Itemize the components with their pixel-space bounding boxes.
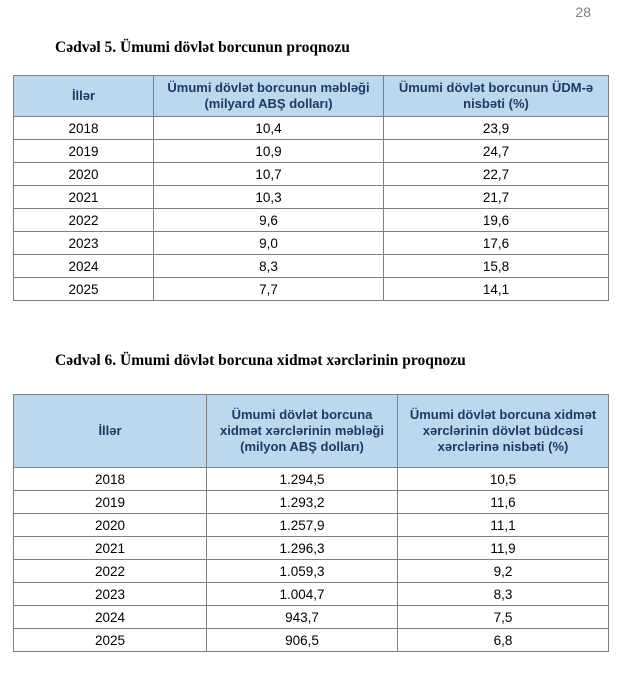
table-cell: 10,4 <box>154 117 384 140</box>
table5-header-debt-amount: Ümumi dövlət borcunun məbləği (milyard ABŞ dolları) <box>154 76 384 117</box>
table-cell: 11,6 <box>398 491 609 514</box>
table-row <box>14 491 609 514</box>
table-cell: 1.293,2 <box>207 491 398 514</box>
table6-title: Cədvəl 6. Ümumi dövlət borcuna xidmət xərclərinin proqnozu <box>55 352 466 369</box>
table-cell: 17,6 <box>384 232 609 255</box>
table-cell: 6,8 <box>398 629 609 652</box>
table-row <box>14 537 609 560</box>
table-cell: 24,7 <box>384 140 609 163</box>
table-cell: 10,3 <box>154 186 384 209</box>
table5-header-debt-to-gdp: Ümumi dövlət borcunun ÜDM-ə nisbəti (%) <box>384 76 609 117</box>
table-cell: 9,6 <box>154 209 384 232</box>
table-cell: 2021 <box>14 186 154 209</box>
table-cell: 7,5 <box>398 606 609 629</box>
table-row <box>14 606 609 629</box>
table-cell: 15,8 <box>384 255 609 278</box>
table-cell: 2019 <box>14 491 207 514</box>
table-cell: 2024 <box>14 606 207 629</box>
table-cell: 21,7 <box>384 186 609 209</box>
table-row <box>14 468 609 491</box>
table5-header-years: İllər <box>14 76 154 117</box>
table-cell: 2025 <box>14 278 154 301</box>
table-row <box>14 140 609 163</box>
table-row <box>14 117 609 140</box>
table-cell: 2018 <box>14 117 154 140</box>
table-cell: 2022 <box>14 209 154 232</box>
table6-header-row <box>14 395 609 468</box>
table-cell: 8,3 <box>154 255 384 278</box>
table-cell: 2018 <box>14 468 207 491</box>
table-row <box>14 186 609 209</box>
table-cell: 2024 <box>14 255 154 278</box>
table-cell: 10,7 <box>154 163 384 186</box>
table-cell: 2020 <box>14 163 154 186</box>
table-cell: 2023 <box>14 232 154 255</box>
table-cell: 10,9 <box>154 140 384 163</box>
table-cell: 2019 <box>14 140 154 163</box>
table6-header-years: İllər <box>14 395 207 468</box>
table-cell: 10,5 <box>398 468 609 491</box>
table-cell: 8,3 <box>398 583 609 606</box>
table5-header-row <box>14 76 609 117</box>
table-row <box>14 629 609 652</box>
table-cell: 2021 <box>14 537 207 560</box>
table6-header-service-amount: Ümumi dövlət borcuna xidmət xərclərinin məbləği (milyon ABŞ dolları) <box>207 395 398 468</box>
table-cell: 23,9 <box>384 117 609 140</box>
table-cell: 1.004,7 <box>207 583 398 606</box>
table-cell: 11,1 <box>398 514 609 537</box>
table-cell: 906,5 <box>207 629 398 652</box>
table6-header-service-to-budget: Ümumi dövlət borcuna xidmət xərclərinin dövlət büdcəsi xərclərinə nisbəti (%) <box>398 395 609 468</box>
table-cell: 22,7 <box>384 163 609 186</box>
page-number: 28 <box>575 4 591 20</box>
table5-public-debt-forecast <box>13 75 609 301</box>
table5-body <box>14 117 609 301</box>
table-row <box>14 583 609 606</box>
table-cell: 2022 <box>14 560 207 583</box>
table-cell: 943,7 <box>207 606 398 629</box>
table-cell: 7,7 <box>154 278 384 301</box>
table-cell: 1.257,9 <box>207 514 398 537</box>
table-row <box>14 209 609 232</box>
table-cell: 19,6 <box>384 209 609 232</box>
table-cell: 2020 <box>14 514 207 537</box>
table-cell: 1.294,5 <box>207 468 398 491</box>
table-cell: 14,1 <box>384 278 609 301</box>
table-row <box>14 163 609 186</box>
table-cell: 9,2 <box>398 560 609 583</box>
table-cell: 2023 <box>14 583 207 606</box>
table-cell: 2025 <box>14 629 207 652</box>
table-cell: 1.059,3 <box>207 560 398 583</box>
table5-title: Cədvəl 5. Ümumi dövlət borcunun proqnozu <box>55 39 350 56</box>
table-cell: 1.296,3 <box>207 537 398 560</box>
table-row <box>14 514 609 537</box>
table-row <box>14 278 609 301</box>
table-cell: 11,9 <box>398 537 609 560</box>
table-cell: 9,0 <box>154 232 384 255</box>
table-row <box>14 255 609 278</box>
table-row <box>14 560 609 583</box>
table-row <box>14 232 609 255</box>
table6-debt-service-forecast <box>13 394 609 652</box>
table6-body <box>14 468 609 652</box>
